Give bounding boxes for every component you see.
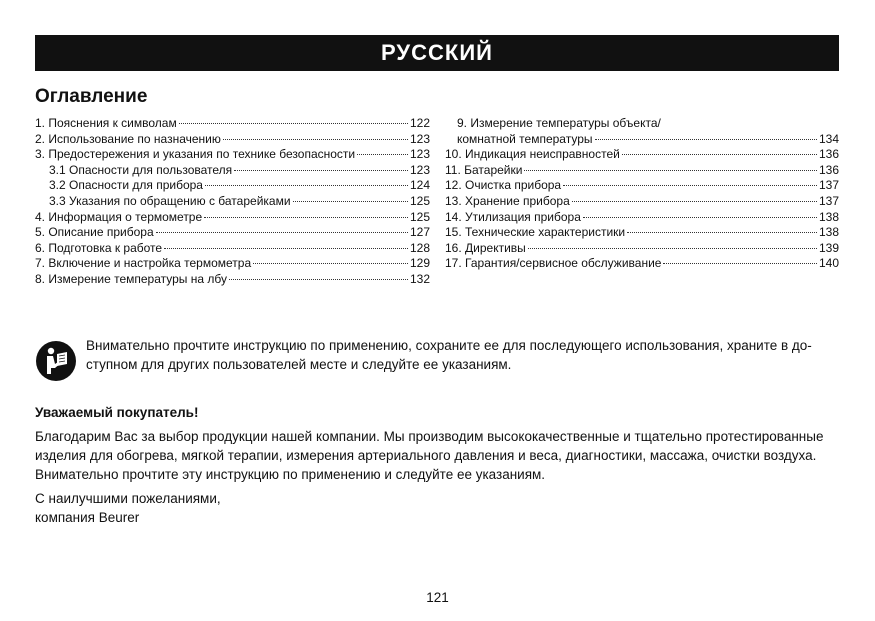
toc-entry: [445, 116, 839, 132]
toc-entry-label: 3. Предостережения и указания по технике безопасности: [35, 147, 356, 162]
toc-leader-dots: [164, 248, 408, 249]
toc-entry-label: 3.1 Опасности для пользователя: [49, 162, 233, 177]
toc-entry-page: 137: [818, 178, 839, 193]
toc-entry: [35, 194, 430, 210]
language-banner: РУССКИЙ: [35, 35, 839, 71]
toc-leader-dots: [528, 248, 817, 249]
toc-entry-page: 140: [818, 256, 839, 271]
toc-entry-label: 5. Описание прибора: [35, 225, 154, 240]
toc-entry: [35, 241, 430, 257]
toc-entry-page: 123: [409, 162, 430, 177]
toc-entry-label: 1. Пояснения к символам: [35, 116, 177, 130]
toc-leader-dots: [293, 201, 408, 202]
toc-leader-dots: [234, 170, 408, 171]
toc-leader-dots: [156, 232, 408, 233]
toc-entry-page: 123: [409, 131, 430, 146]
toc-entry-label: 8. Измерение температуры на лбу: [35, 271, 227, 286]
toc-entry: [35, 225, 430, 241]
closing-line-1: С наилучшими пожеланиями,: [35, 491, 221, 506]
toc-entry-page: 139: [818, 240, 839, 255]
toc-entry-page: 125: [409, 193, 430, 208]
toc-entry: [445, 132, 839, 148]
toc-entry: [35, 210, 430, 226]
toc-entry-page: 123: [409, 147, 430, 162]
read-manual-icon: [35, 340, 77, 382]
toc-left-column: [35, 116, 430, 288]
toc-leader-dots: [627, 232, 817, 233]
toc-entry-label: 3.3 Указания по обращению с батарейками: [49, 193, 291, 208]
toc-leader-dots: [357, 154, 408, 155]
toc-entry-page: 129: [409, 256, 430, 271]
toc-entry: [445, 147, 839, 163]
toc-entry: [445, 178, 839, 194]
toc-leader-dots: [229, 279, 408, 280]
toc-entry: [35, 116, 430, 132]
toc-entry: [445, 241, 839, 257]
page-number: 121: [426, 590, 449, 605]
toc-entry-label: 9. Измерение температуры объекта/: [457, 116, 661, 130]
toc-leader-dots: [253, 263, 408, 264]
toc-leader-dots: [595, 139, 817, 140]
toc-leader-dots: [204, 217, 408, 218]
greeting-title: Уважаемый покупатель!: [35, 405, 199, 420]
toc-entry: [445, 256, 839, 272]
toc-leader-dots: [622, 154, 817, 155]
toc-entry-label: 10. Индикация неисправностей: [445, 147, 620, 162]
toc-entry-page: 125: [409, 209, 430, 224]
toc-entry: [35, 272, 430, 288]
toc-entry-page: 128: [409, 240, 430, 255]
toc-entry-label: 4. Информация о термометре: [35, 209, 203, 224]
toc-leader-dots: [205, 185, 408, 186]
toc-entry-label: 6. Подготовка к работе: [35, 240, 163, 255]
toc-entry-page: 134: [818, 131, 839, 146]
toc-entry: [35, 163, 430, 179]
toc-entry-page: 137: [818, 193, 839, 208]
toc-leader-dots: [663, 263, 817, 264]
toc-leader-dots: [179, 123, 408, 124]
intro-paragraph: Благодарим Вас за выбор продукции нашей компании. Мы производим высококачественные и тщательно протестированные изделия для обогрева, мягкой терапии, измерения артериального давления и веса, диагностики, массажа, очистки воздуха. Внимательно прочтите эту инструкцию по применению и следуйте ее указаниям.: [35, 429, 824, 482]
toc-leader-dots: [524, 170, 817, 171]
toc-entry-label: комнатной температуры: [457, 131, 593, 146]
toc-leader-dots: [583, 217, 817, 218]
toc-entry-page: 132: [409, 271, 430, 286]
toc-entry-label: 16. Директивы: [445, 240, 526, 255]
notice-text: Внимательно прочтите инструкцию по применению, сохраните ее для последующего использования, храните в до-ступном для других пользователей месте и следуйте ее указаниям.: [86, 338, 812, 372]
toc-entry: [445, 163, 839, 179]
toc-entry: [35, 132, 430, 148]
toc-entry: [35, 178, 430, 194]
toc-entry-label: 17. Гарантия/сервисное обслуживание: [445, 256, 662, 271]
toc-entry: [445, 210, 839, 226]
toc-entry-page: 127: [409, 225, 430, 240]
toc-entry: [445, 194, 839, 210]
toc-entry-label: 3.2 Опасности для прибора: [49, 178, 203, 193]
toc-entry-label: 12. Очистка прибора: [445, 178, 562, 193]
toc-entry-page: 136: [818, 147, 839, 162]
toc-entry-label: 11. Батарейки: [445, 162, 523, 177]
toc-leader-dots: [572, 201, 817, 202]
toc-leader-dots: [223, 139, 408, 140]
toc-entry-label: 2. Использование по назначению: [35, 131, 221, 146]
toc-entry-page: 122: [409, 116, 430, 130]
toc-entry-page: 138: [818, 225, 839, 240]
closing-line-2: компания Beurer: [35, 510, 140, 525]
toc-entry-label: 13. Хранение прибора: [445, 193, 570, 208]
toc-title: Оглавление: [35, 86, 148, 107]
toc-entry-page: 124: [409, 178, 430, 193]
toc-entry-page: 138: [818, 209, 839, 224]
toc-entry: [445, 225, 839, 241]
toc-entry: [35, 256, 430, 272]
toc-right-column: [445, 116, 839, 272]
toc-entry-label: 15. Технические характеристики: [445, 225, 626, 240]
toc-entry: [35, 147, 430, 163]
toc-entry-label: 14. Утилизация прибора: [445, 209, 581, 224]
toc-entry-page: 136: [818, 162, 839, 177]
toc-entry-label: 7. Включение и настройка термометра: [35, 256, 252, 271]
toc-leader-dots: [563, 185, 817, 186]
